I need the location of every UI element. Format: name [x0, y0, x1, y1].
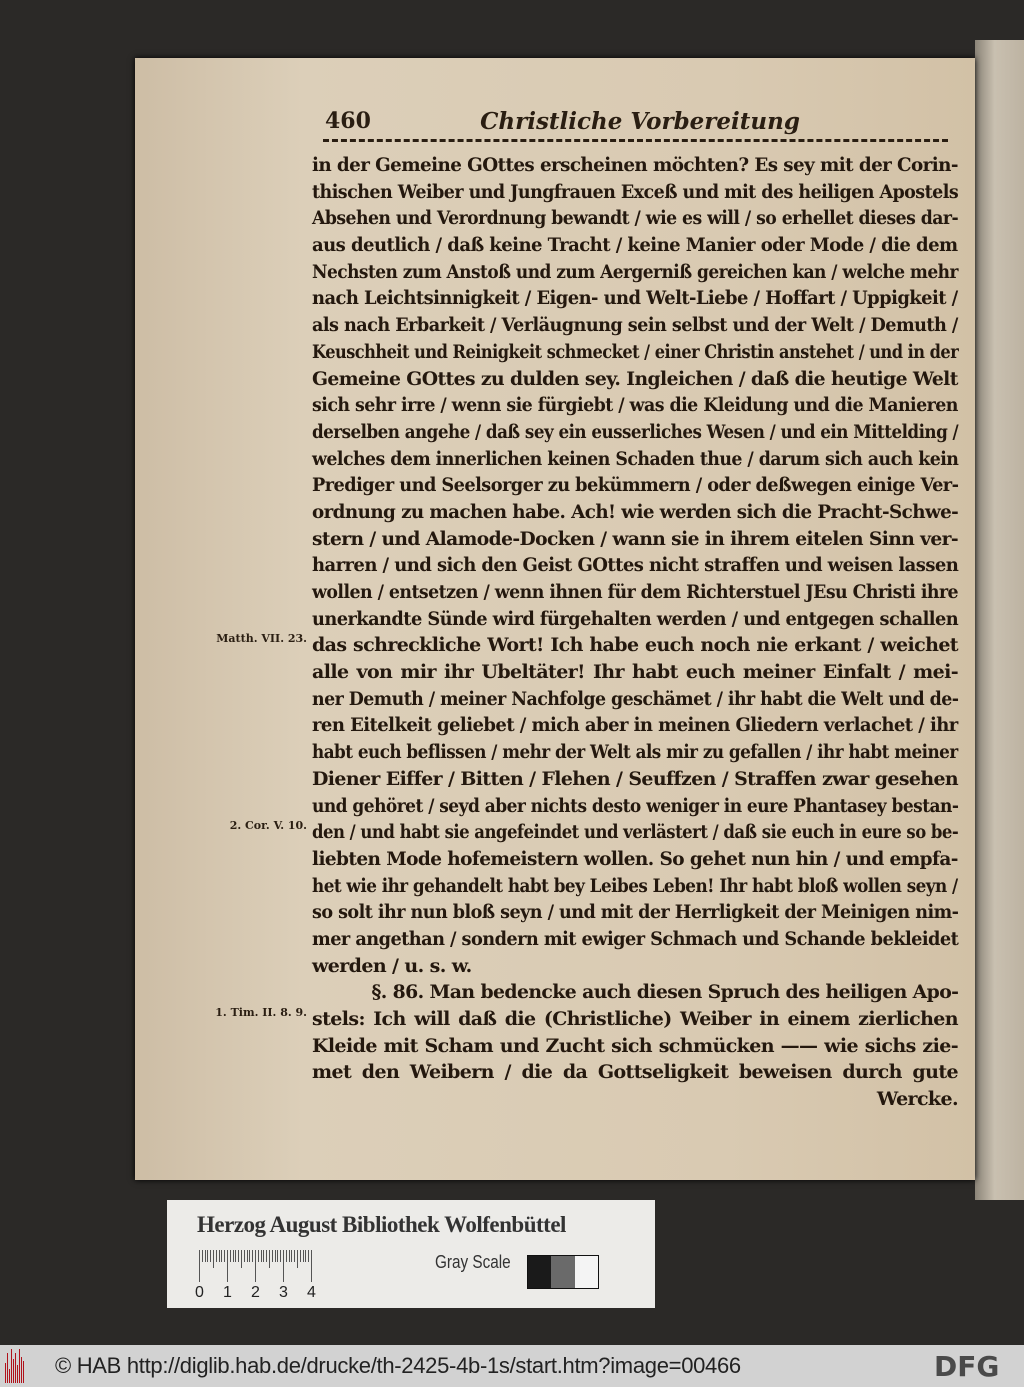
- text-line: als nach Erbarkeit / Verläugnung sein selbst und der Welt / Demuth /: [312, 314, 958, 337]
- text-line: alle von mir ihr Ubeltäter! Ihr habt euch meiner Einfalt / mei-: [312, 661, 958, 684]
- running-title: Christliche Vorbereitung: [480, 108, 800, 135]
- ruler-tick: [300, 1250, 301, 1262]
- text-line: welches dem innerlichen keinen Schaden thue / darum sich auch kein: [312, 447, 959, 470]
- ruler-tick: [216, 1250, 217, 1262]
- ruler-tick: [210, 1250, 211, 1262]
- ruler-tick: [238, 1250, 239, 1262]
- dfg-logo: DFG: [934, 1350, 1000, 1383]
- ruler-tick: [277, 1250, 278, 1262]
- text-line: in der Gemeine GOttes erscheinen möchten? Es sey mit der Corin-: [312, 154, 958, 176]
- ruler-label: 1: [223, 1284, 232, 1301]
- hab-logo-icon: [5, 1349, 25, 1383]
- ruler-tick: [283, 1250, 284, 1282]
- ruler-tick: [272, 1250, 273, 1262]
- ruler-tick: [269, 1250, 270, 1268]
- margin-note: 1. Tim. II. 8. 9.: [215, 1006, 307, 1019]
- ruler-tick: [261, 1250, 262, 1262]
- ruler-tick: [252, 1250, 253, 1262]
- copyright-url[interactable]: © HAB http://diglib.hab.de/drucke/th-2425-4b-1s/start.htm?image=00466: [55, 1353, 741, 1378]
- ruler-label: 3: [279, 1284, 288, 1301]
- ruler-tick: [221, 1250, 222, 1262]
- text-line: den / und habt sie angefeindet und verlästert / daß sie euch in eure so be-: [312, 821, 959, 844]
- text-line: so solt ihr nun bloß seyn / und mit der Herrligkeit der Meinigen nim-: [312, 901, 959, 924]
- text-line: sich sehr irre / wenn sie fürgiebt / was die Kleidung und die Manieren: [312, 394, 958, 417]
- text-line: unerkandte Sünde wird fürgehalten werden / und entgegen schallen: [312, 607, 959, 630]
- library-name: Herzog August Bibliothek Wolfenbüttel: [197, 1212, 566, 1237]
- ruler-tick: [280, 1250, 281, 1262]
- ruler-tick: [286, 1250, 287, 1262]
- ruler-tick: [308, 1250, 309, 1262]
- margin-note: 2. Cor. V. 10.: [229, 819, 307, 832]
- text-line: ren Eitelkeit geliebet / mich aber in meinen Gliedern verlachet / ihr: [312, 714, 958, 737]
- ruler-tick: [263, 1250, 264, 1262]
- text-line: Gemeine GOttes zu dulden sey. Ingleichen / daß die heutige Welt: [312, 367, 958, 390]
- adjacent-page-edge: [975, 40, 1024, 1200]
- ruler-tick: [227, 1250, 228, 1282]
- ruler-tick: [255, 1250, 256, 1282]
- text-line: derselben angehe / daß sey ein eusserliches Wesen / und ein Mittelding /: [312, 420, 959, 443]
- ruler-tick: [303, 1250, 304, 1262]
- text-line: ordnung zu machen habe. Ach! wie werden sich die Pracht-Schwe-: [312, 500, 959, 523]
- header-rule: [323, 139, 948, 142]
- gray-scale-swatch: [527, 1255, 599, 1289]
- ruler-label: 2: [251, 1284, 260, 1301]
- text-line: stels: Ich will daß die (Christliche) Weiber in einem zierlichen: [312, 1008, 958, 1030]
- text-line: und gehöret / seyd aber nichts desto weniger in eure Phantasey bestan-: [312, 794, 959, 817]
- running-header: [325, 108, 955, 138]
- ruler-tick: [247, 1250, 248, 1262]
- text-line: nach Leichtsinnigkeit / Eigen- und Welt-Liebe / Hoffart / Uppigkeit /: [312, 287, 958, 310]
- text-line: liebten Mode hofemeistern wollen. So gehet nun hin / und empfa-: [312, 847, 958, 870]
- ruler-tick: [230, 1250, 231, 1262]
- margin-note: Matth. VII. 23.: [216, 632, 307, 645]
- text-line: das schreckliche Wort! Ich habe euch noch nie erkant / weichet: [312, 634, 958, 657]
- ruler-tick: [297, 1250, 298, 1268]
- ruler-tick: [219, 1250, 220, 1262]
- ruler: [199, 1250, 311, 1282]
- text-line: wollen / entsetzen / wenn ihnen für dem Richterstuel JEsu Christi ihre: [312, 581, 959, 603]
- text-line: Wercke.: [876, 1088, 958, 1111]
- text-line: Diener Eiffer / Bitten / Flehen / Seuffzen / Straffen zwar gesehen: [312, 767, 959, 790]
- ruler-tick: [275, 1250, 276, 1262]
- ruler-tick: [249, 1250, 250, 1262]
- ruler-tick: [311, 1250, 312, 1282]
- ruler-tick: [202, 1250, 203, 1262]
- text-line: thischen Weiber und Jungfrauen Exceß und mit des heiligen Apostels: [312, 180, 959, 203]
- text-line: mer angethan / sondern mit ewiger Schmach und Schande bekleidet: [312, 927, 959, 950]
- ruler-tick: [258, 1250, 259, 1262]
- text-line: Keuschheit und Reinigkeit schmecket / einer Christin anstehet / und in der: [312, 340, 959, 363]
- book-page: [135, 58, 975, 1180]
- ruler-tick: [224, 1250, 225, 1262]
- gray-scale-label: Gray Scale: [435, 1252, 511, 1272]
- footer-bar: [0, 1345, 1024, 1387]
- ruler-tick: [207, 1250, 208, 1262]
- ruler-tick: [233, 1250, 234, 1262]
- ruler-tick: [199, 1250, 200, 1282]
- ruler-tick: [213, 1250, 214, 1268]
- page-number: 460: [325, 108, 371, 134]
- ruler-label: 0: [195, 1284, 204, 1301]
- text-line: werden / u. s. w.: [312, 954, 472, 977]
- text-line: harren / und sich den Geist GOttes nicht straffen und weisen lassen: [312, 554, 959, 577]
- ruler-label: 4: [307, 1284, 316, 1301]
- color-calibration-card: [167, 1200, 655, 1308]
- text-line: met den Weibern / die da Gottseligkeit beweisen durch gute: [312, 1061, 958, 1084]
- text-line: het wie ihr gehandelt habt bey Leibes Leben! Ihr habt bloß wollen seyn /: [312, 874, 958, 897]
- text-line: stern / und Alamode-Docken / wann sie in ihrem eitelen Sinn ver-: [312, 527, 959, 550]
- text-line: §. 86. Man bedencke auch diesen Spruch des heiligen Apo-: [371, 981, 959, 1004]
- ruler-tick: [305, 1250, 306, 1262]
- ruler-tick: [235, 1250, 236, 1262]
- ruler-tick: [266, 1250, 267, 1262]
- ruler-tick: [294, 1250, 295, 1262]
- ruler-tick: [241, 1250, 242, 1268]
- text-line: Kleide mit Scham und Zucht sich schmücken —— wie sichs zie-: [312, 1034, 958, 1057]
- text-line: Nechsten zum Anstoß und zum Aergerniß gereichen kan / welche mehr: [312, 260, 958, 283]
- ruler-tick: [244, 1250, 245, 1262]
- ruler-tick: [205, 1250, 206, 1262]
- text-line: Prediger und Seelsorger zu bekümmern / oder deßwegen einige Ver-: [312, 474, 959, 497]
- ruler-tick: [289, 1250, 290, 1262]
- ruler-tick: [291, 1250, 292, 1262]
- text-line: Absehen und Verordnung bewandt / wie es will / so erhellet dieses dar-: [312, 207, 959, 230]
- text-line: habt euch beflissen / mehr der Welt als mir zu gefallen / ihr habt meiner: [312, 741, 958, 764]
- text-line: aus deutlich / daß keine Tracht / keine Manier oder Mode / die dem: [312, 234, 958, 257]
- text-line: ner Demuth / meiner Nachfolge geschämet / ihr habt die Welt und de-: [312, 687, 959, 710]
- body-text: [215, 152, 959, 1113]
